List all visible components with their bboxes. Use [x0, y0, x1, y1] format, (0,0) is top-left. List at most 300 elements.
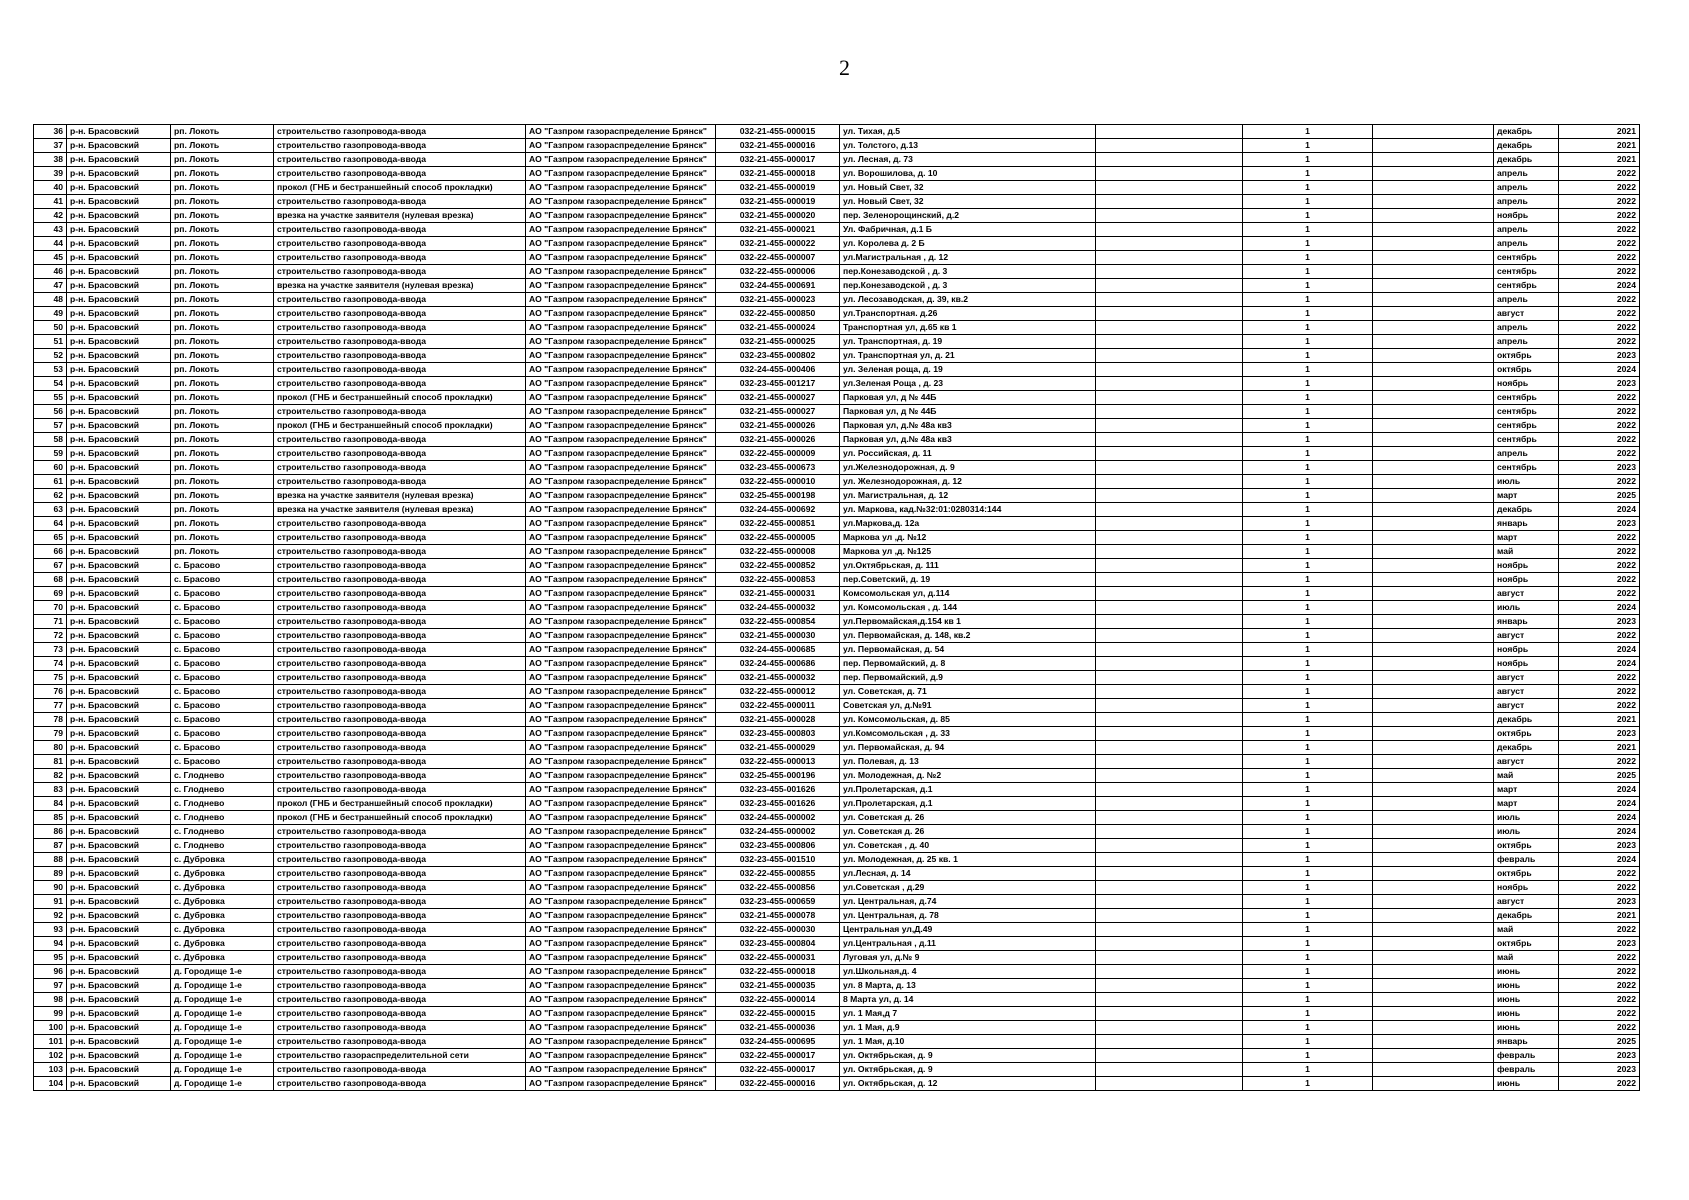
- application-code-cell: 032-21-455-000025: [716, 335, 840, 349]
- work-type-cell: строительство газопровода-ввода: [274, 363, 526, 377]
- work-type-cell: строительство газопровода-ввода: [274, 923, 526, 937]
- table-row: [34, 1007, 1640, 1021]
- organization-cell: АО "Газпром газораспределение Брянск": [526, 629, 716, 643]
- application-code-cell: 032-21-455-000024: [716, 321, 840, 335]
- locality-cell: с. Брасово: [171, 615, 274, 629]
- table-row: [34, 475, 1640, 489]
- work-type-cell: строительство газопровода-ввода: [274, 1077, 526, 1091]
- organization-cell: АО "Газпром газораспределение Брянск": [526, 601, 716, 615]
- blank-cell-cell: [1373, 615, 1494, 629]
- organization-cell: АО "Газпром газораспределение Брянск": [526, 307, 716, 321]
- month-cell: декабрь: [1494, 741, 1559, 755]
- year-cell: 2022: [1559, 181, 1640, 195]
- blank-cell-cell: [1096, 153, 1243, 167]
- application-code-cell: 032-22-455-000009: [716, 447, 840, 461]
- locality-cell: с. Брасово: [171, 699, 274, 713]
- work-type-cell: строительство газопровода-ввода: [274, 937, 526, 951]
- organization-cell: АО "Газпром газораспределение Брянск": [526, 419, 716, 433]
- district-cell: р-н. Брасовский: [67, 685, 171, 699]
- work-type-cell: строительство газопровода-ввода: [274, 741, 526, 755]
- row-number-cell: 49: [34, 307, 67, 321]
- application-code-cell: 032-22-455-000031: [716, 951, 840, 965]
- table-row: [34, 895, 1640, 909]
- month-cell: август: [1494, 685, 1559, 699]
- month-cell: октябрь: [1494, 727, 1559, 741]
- district-cell: р-н. Брасовский: [67, 391, 171, 405]
- blank-cell-cell: [1373, 853, 1494, 867]
- organization-cell: АО "Газпром газораспределение Брянск": [526, 153, 716, 167]
- organization-cell: АО "Газпром газораспределение Брянск": [526, 335, 716, 349]
- organization-cell: АО "Газпром газораспределение Брянск": [526, 125, 716, 139]
- address-cell: ул. Транспортная ул, д. 21: [840, 349, 1096, 363]
- quantity-cell: 1: [1243, 979, 1373, 993]
- table-row: [34, 405, 1640, 419]
- quantity-cell: 1: [1243, 531, 1373, 545]
- table-row: [34, 335, 1640, 349]
- blank-cell-cell: [1373, 685, 1494, 699]
- application-code-cell: 032-24-455-000686: [716, 657, 840, 671]
- month-cell: сентябрь: [1494, 433, 1559, 447]
- work-type-cell: строительство газопровода-ввода: [274, 629, 526, 643]
- year-cell: 2022: [1559, 629, 1640, 643]
- table-row: [34, 293, 1640, 307]
- locality-cell: с. Брасово: [171, 657, 274, 671]
- work-type-cell: строительство газопровода-ввода: [274, 979, 526, 993]
- district-cell: р-н. Брасовский: [67, 601, 171, 615]
- table-row: [34, 307, 1640, 321]
- month-cell: апрель: [1494, 223, 1559, 237]
- district-cell: р-н. Брасовский: [67, 839, 171, 853]
- table-row: [34, 923, 1640, 937]
- blank-cell-cell: [1096, 447, 1243, 461]
- locality-cell: рп. Локоть: [171, 279, 274, 293]
- row-number-cell: 88: [34, 853, 67, 867]
- blank-cell-cell: [1096, 769, 1243, 783]
- year-cell: 2023: [1559, 377, 1640, 391]
- blank-cell-cell: [1096, 321, 1243, 335]
- organization-cell: АО "Газпром газораспределение Брянск": [526, 517, 716, 531]
- district-cell: р-н. Брасовский: [67, 979, 171, 993]
- district-cell: р-н. Брасовский: [67, 223, 171, 237]
- organization-cell: АО "Газпром газораспределение Брянск": [526, 1035, 716, 1049]
- year-cell: 2022: [1559, 237, 1640, 251]
- blank-cell-cell: [1096, 1035, 1243, 1049]
- blank-cell-cell: [1373, 601, 1494, 615]
- work-type-cell: врезка на участке заявителя (нулевая врезка): [274, 489, 526, 503]
- work-type-cell: строительство газопровода-ввода: [274, 223, 526, 237]
- year-cell: 2024: [1559, 853, 1640, 867]
- district-cell: р-н. Брасовский: [67, 727, 171, 741]
- blank-cell-cell: [1373, 643, 1494, 657]
- year-cell: 2022: [1559, 265, 1640, 279]
- district-cell: р-н. Брасовский: [67, 1035, 171, 1049]
- quantity-cell: 1: [1243, 797, 1373, 811]
- table-row: [34, 615, 1640, 629]
- blank-cell-cell: [1096, 1007, 1243, 1021]
- blank-cell-cell: [1096, 965, 1243, 979]
- quantity-cell: 1: [1243, 195, 1373, 209]
- blank-cell-cell: [1096, 265, 1243, 279]
- locality-cell: с. Брасово: [171, 559, 274, 573]
- blank-cell-cell: [1373, 181, 1494, 195]
- organization-cell: АО "Газпром газораспределение Брянск": [526, 391, 716, 405]
- organization-cell: АО "Газпром газораспределение Брянск": [526, 573, 716, 587]
- year-cell: 2024: [1559, 279, 1640, 293]
- locality-cell: рп. Локоть: [171, 153, 274, 167]
- quantity-cell: 1: [1243, 517, 1373, 531]
- year-cell: 2024: [1559, 363, 1640, 377]
- address-cell: ул.Железнодорожная, д. 9: [840, 461, 1096, 475]
- row-number-cell: 100: [34, 1021, 67, 1035]
- application-code-cell: 032-21-455-000017: [716, 153, 840, 167]
- table-row: [34, 559, 1640, 573]
- table-row: [34, 979, 1640, 993]
- year-cell: 2023: [1559, 1063, 1640, 1077]
- year-cell: 2024: [1559, 797, 1640, 811]
- work-type-cell: строительство газопровода-ввода: [274, 825, 526, 839]
- blank-cell-cell: [1096, 545, 1243, 559]
- month-cell: май: [1494, 545, 1559, 559]
- quantity-cell: 1: [1243, 839, 1373, 853]
- quantity-cell: 1: [1243, 937, 1373, 951]
- year-cell: 2021: [1559, 909, 1640, 923]
- work-type-cell: строительство газопровода-ввода: [274, 643, 526, 657]
- year-cell: 2022: [1559, 433, 1640, 447]
- quantity-cell: 1: [1243, 1021, 1373, 1035]
- address-cell: ул. Тихая, д.5: [840, 125, 1096, 139]
- organization-cell: АО "Газпром газораспределение Брянск": [526, 1077, 716, 1091]
- table-row: [34, 517, 1640, 531]
- month-cell: июнь: [1494, 1007, 1559, 1021]
- address-cell: ул.Октябрьская, д. 111: [840, 559, 1096, 573]
- quantity-cell: 1: [1243, 1077, 1373, 1091]
- blank-cell-cell: [1373, 419, 1494, 433]
- application-code-cell: 032-22-455-000851: [716, 517, 840, 531]
- year-cell: 2021: [1559, 125, 1640, 139]
- row-number-cell: 60: [34, 461, 67, 475]
- month-cell: июнь: [1494, 965, 1559, 979]
- blank-cell-cell: [1373, 293, 1494, 307]
- district-cell: р-н. Брасовский: [67, 517, 171, 531]
- blank-cell-cell: [1373, 349, 1494, 363]
- table-row: [34, 419, 1640, 433]
- application-code-cell: 032-21-455-000027: [716, 405, 840, 419]
- locality-cell: с. Глоднево: [171, 783, 274, 797]
- month-cell: октябрь: [1494, 937, 1559, 951]
- district-cell: р-н. Брасовский: [67, 643, 171, 657]
- year-cell: 2021: [1559, 139, 1640, 153]
- application-code-cell: 032-23-455-001626: [716, 783, 840, 797]
- blank-cell-cell: [1096, 909, 1243, 923]
- district-cell: р-н. Брасовский: [67, 531, 171, 545]
- locality-cell: рп. Локоть: [171, 265, 274, 279]
- blank-cell-cell: [1096, 1049, 1243, 1063]
- row-number-cell: 103: [34, 1063, 67, 1077]
- month-cell: август: [1494, 629, 1559, 643]
- work-type-cell: строительство газопровода-ввода: [274, 307, 526, 321]
- address-cell: ул. Комсомольская, д. 85: [840, 713, 1096, 727]
- month-cell: июнь: [1494, 1077, 1559, 1091]
- quantity-cell: 1: [1243, 741, 1373, 755]
- year-cell: 2025: [1559, 489, 1640, 503]
- district-cell: р-н. Брасовский: [67, 265, 171, 279]
- blank-cell-cell: [1373, 279, 1494, 293]
- quantity-cell: 1: [1243, 307, 1373, 321]
- quantity-cell: 1: [1243, 461, 1373, 475]
- quantity-cell: 1: [1243, 811, 1373, 825]
- quantity-cell: 1: [1243, 657, 1373, 671]
- application-code-cell: 032-22-455-000006: [716, 265, 840, 279]
- locality-cell: рп. Локоть: [171, 167, 274, 181]
- organization-cell: АО "Газпром газораспределение Брянск": [526, 363, 716, 377]
- row-number-cell: 59: [34, 447, 67, 461]
- work-type-cell: строительство газопровода-ввода: [274, 1063, 526, 1077]
- work-type-cell: строительство газопровода-ввода: [274, 293, 526, 307]
- address-cell: ул.Пролетарская, д.1: [840, 797, 1096, 811]
- quantity-cell: 1: [1243, 125, 1373, 139]
- district-cell: р-н. Брасовский: [67, 489, 171, 503]
- organization-cell: АО "Газпром газораспределение Брянск": [526, 237, 716, 251]
- work-type-cell: строительство газопровода-ввода: [274, 321, 526, 335]
- quantity-cell: 1: [1243, 335, 1373, 349]
- month-cell: ноябрь: [1494, 881, 1559, 895]
- quantity-cell: 1: [1243, 881, 1373, 895]
- address-cell: ул.Транспортная. д.26: [840, 307, 1096, 321]
- locality-cell: с. Дубровка: [171, 881, 274, 895]
- locality-cell: д. Городище 1-е: [171, 979, 274, 993]
- table-row: [34, 951, 1640, 965]
- blank-cell-cell: [1373, 209, 1494, 223]
- month-cell: апрель: [1494, 195, 1559, 209]
- table-row: [34, 937, 1640, 951]
- month-cell: март: [1494, 783, 1559, 797]
- year-cell: 2022: [1559, 195, 1640, 209]
- quantity-cell: 1: [1243, 251, 1373, 265]
- district-cell: р-н. Брасовский: [67, 377, 171, 391]
- locality-cell: рп. Локоть: [171, 293, 274, 307]
- district-cell: р-н. Брасовский: [67, 139, 171, 153]
- application-code-cell: 032-22-455-000018: [716, 965, 840, 979]
- table-row: [34, 391, 1640, 405]
- row-number-cell: 67: [34, 559, 67, 573]
- blank-cell-cell: [1373, 979, 1494, 993]
- row-number-cell: 45: [34, 251, 67, 265]
- month-cell: декабрь: [1494, 503, 1559, 517]
- application-code-cell: 032-22-455-000012: [716, 685, 840, 699]
- quantity-cell: 1: [1243, 923, 1373, 937]
- blank-cell-cell: [1373, 545, 1494, 559]
- district-cell: р-н. Брасовский: [67, 1049, 171, 1063]
- application-code-cell: 032-21-455-000027: [716, 391, 840, 405]
- application-code-cell: 032-24-455-000695: [716, 1035, 840, 1049]
- quantity-cell: 1: [1243, 139, 1373, 153]
- row-number-cell: 93: [34, 923, 67, 937]
- address-cell: ул. Новый Свет, 32: [840, 195, 1096, 209]
- blank-cell-cell: [1096, 993, 1243, 1007]
- year-cell: 2023: [1559, 727, 1640, 741]
- organization-cell: АО "Газпром газораспределение Брянск": [526, 223, 716, 237]
- locality-cell: рп. Локоть: [171, 489, 274, 503]
- work-type-cell: строительство газопровода-ввода: [274, 993, 526, 1007]
- month-cell: декабрь: [1494, 713, 1559, 727]
- blank-cell-cell: [1096, 587, 1243, 601]
- blank-cell-cell: [1096, 881, 1243, 895]
- quantity-cell: 1: [1243, 321, 1373, 335]
- blank-cell-cell: [1096, 783, 1243, 797]
- blank-cell-cell: [1373, 783, 1494, 797]
- address-cell: пер. Первомайский, д. 8: [840, 657, 1096, 671]
- row-number-cell: 61: [34, 475, 67, 489]
- blank-cell-cell: [1373, 727, 1494, 741]
- table-row: [34, 783, 1640, 797]
- row-number-cell: 81: [34, 755, 67, 769]
- work-type-cell: строительство газопровода-ввода: [274, 965, 526, 979]
- blank-cell-cell: [1096, 377, 1243, 391]
- month-cell: январь: [1494, 517, 1559, 531]
- district-cell: р-н. Брасовский: [67, 741, 171, 755]
- quantity-cell: 1: [1243, 965, 1373, 979]
- blank-cell-cell: [1096, 419, 1243, 433]
- month-cell: март: [1494, 531, 1559, 545]
- month-cell: апрель: [1494, 167, 1559, 181]
- quantity-cell: 1: [1243, 685, 1373, 699]
- district-cell: р-н. Брасовский: [67, 363, 171, 377]
- blank-cell-cell: [1373, 531, 1494, 545]
- organization-cell: АО "Газпром газораспределение Брянск": [526, 405, 716, 419]
- organization-cell: АО "Газпром газораспределение Брянск": [526, 699, 716, 713]
- locality-cell: рп. Локоть: [171, 531, 274, 545]
- district-cell: р-н. Брасовский: [67, 125, 171, 139]
- locality-cell: д. Городище 1-е: [171, 1007, 274, 1021]
- month-cell: февраль: [1494, 1049, 1559, 1063]
- table-row: [34, 909, 1640, 923]
- application-code-cell: 032-22-455-000852: [716, 559, 840, 573]
- work-type-cell: строительство газопровода-ввода: [274, 601, 526, 615]
- blank-cell-cell: [1096, 895, 1243, 909]
- address-cell: ул. 1 Мая, д.9: [840, 1021, 1096, 1035]
- table-row: [34, 1021, 1640, 1035]
- quantity-cell: 1: [1243, 867, 1373, 881]
- month-cell: июнь: [1494, 993, 1559, 1007]
- locality-cell: с. Глоднево: [171, 769, 274, 783]
- application-code-cell: 032-22-455-000854: [716, 615, 840, 629]
- month-cell: декабрь: [1494, 125, 1559, 139]
- application-code-cell: 032-21-455-000026: [716, 433, 840, 447]
- organization-cell: АО "Газпром газораспределение Брянск": [526, 181, 716, 195]
- organization-cell: АО "Газпром газораспределение Брянск": [526, 489, 716, 503]
- district-cell: р-н. Брасовский: [67, 475, 171, 489]
- organization-cell: АО "Газпром газораспределение Брянск": [526, 797, 716, 811]
- organization-cell: АО "Газпром газораспределение Брянск": [526, 811, 716, 825]
- year-cell: 2022: [1559, 993, 1640, 1007]
- year-cell: 2021: [1559, 741, 1640, 755]
- row-number-cell: 52: [34, 349, 67, 363]
- organization-cell: АО "Газпром газораспределение Брянск": [526, 951, 716, 965]
- month-cell: апрель: [1494, 181, 1559, 195]
- application-code-cell: 032-21-455-000018: [716, 167, 840, 181]
- organization-cell: АО "Газпром газораспределение Брянск": [526, 1063, 716, 1077]
- table-row: [34, 279, 1640, 293]
- month-cell: апрель: [1494, 447, 1559, 461]
- application-code-cell: 032-21-455-000078: [716, 909, 840, 923]
- blank-cell-cell: [1373, 461, 1494, 475]
- work-type-cell: строительство газопровода-ввода: [274, 671, 526, 685]
- address-cell: пер. Зеленорощинский, д.2: [840, 209, 1096, 223]
- work-type-cell: строительство газопровода-ввода: [274, 769, 526, 783]
- work-type-cell: строительство газопровода-ввода: [274, 335, 526, 349]
- blank-cell-cell: [1373, 951, 1494, 965]
- organization-cell: АО "Газпром газораспределение Брянск": [526, 265, 716, 279]
- application-code-cell: 032-21-455-000016: [716, 139, 840, 153]
- month-cell: ноябрь: [1494, 209, 1559, 223]
- row-number-cell: 56: [34, 405, 67, 419]
- address-cell: ул. Октябрьская, д. 9: [840, 1049, 1096, 1063]
- row-number-cell: 36: [34, 125, 67, 139]
- row-number-cell: 42: [34, 209, 67, 223]
- year-cell: 2022: [1559, 545, 1640, 559]
- organization-cell: АО "Газпром газораспределение Брянск": [526, 783, 716, 797]
- organization-cell: АО "Газпром газораспределение Брянск": [526, 839, 716, 853]
- quantity-cell: 1: [1243, 699, 1373, 713]
- district-cell: р-н. Брасовский: [67, 951, 171, 965]
- application-code-cell: 032-23-455-000806: [716, 839, 840, 853]
- work-type-cell: строительство газопровода-ввода: [274, 377, 526, 391]
- work-type-cell: прокол (ГНБ и бестраншейный способ прокладки): [274, 811, 526, 825]
- address-cell: ул.Комсомольская , д. 33: [840, 727, 1096, 741]
- row-number-cell: 40: [34, 181, 67, 195]
- year-cell: 2022: [1559, 587, 1640, 601]
- district-cell: р-н. Брасовский: [67, 279, 171, 293]
- quantity-cell: 1: [1243, 1049, 1373, 1063]
- month-cell: сентябрь: [1494, 405, 1559, 419]
- locality-cell: рп. Локоть: [171, 195, 274, 209]
- register-table: [33, 124, 1640, 1091]
- blank-cell-cell: [1373, 1063, 1494, 1077]
- table-row: [34, 125, 1640, 139]
- table-row: [34, 209, 1640, 223]
- quantity-cell: 1: [1243, 419, 1373, 433]
- table-row: [34, 1077, 1640, 1091]
- blank-cell-cell: [1096, 811, 1243, 825]
- locality-cell: с. Дубровка: [171, 853, 274, 867]
- table-row: [34, 377, 1640, 391]
- table-row: [34, 531, 1640, 545]
- locality-cell: д. Городище 1-е: [171, 1077, 274, 1091]
- application-code-cell: 032-24-455-000691: [716, 279, 840, 293]
- address-cell: Луговая ул, д.№ 9: [840, 951, 1096, 965]
- table-row: [34, 223, 1640, 237]
- district-cell: р-н. Брасовский: [67, 671, 171, 685]
- address-cell: ул.Зеленая Роща , д. 23: [840, 377, 1096, 391]
- blank-cell-cell: [1096, 671, 1243, 685]
- organization-cell: АО "Газпром газораспределение Брянск": [526, 853, 716, 867]
- month-cell: октябрь: [1494, 349, 1559, 363]
- locality-cell: рп. Локоть: [171, 419, 274, 433]
- blank-cell-cell: [1096, 223, 1243, 237]
- row-number-cell: 85: [34, 811, 67, 825]
- row-number-cell: 74: [34, 657, 67, 671]
- table-row: [34, 713, 1640, 727]
- table-row: [34, 153, 1640, 167]
- address-cell: ул. Маркова, кад.№32:01:0280314:144: [840, 503, 1096, 517]
- row-number-cell: 104: [34, 1077, 67, 1091]
- row-number-cell: 86: [34, 825, 67, 839]
- blank-cell-cell: [1096, 657, 1243, 671]
- year-cell: 2021: [1559, 153, 1640, 167]
- row-number-cell: 39: [34, 167, 67, 181]
- year-cell: 2022: [1559, 447, 1640, 461]
- quantity-cell: 1: [1243, 1007, 1373, 1021]
